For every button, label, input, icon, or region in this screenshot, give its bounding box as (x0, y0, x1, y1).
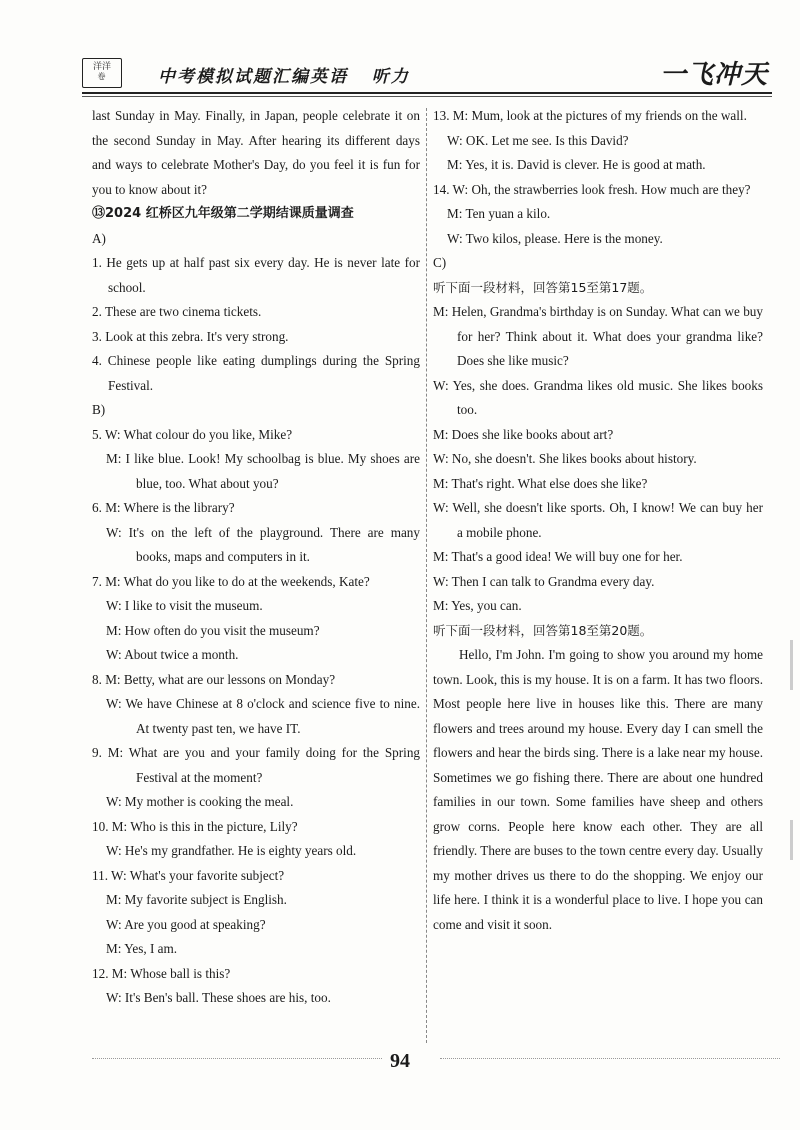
c-line: W: Then I can talk to Grandma every day. (433, 573, 655, 589)
intro-paragraph: last Sunday in May. Finally, in Japan, people celebrate it on the second Sunday in May. After hearing its different days and ways to celebrate Mother's Day, do you feel it is fun for you to know about it? (92, 108, 420, 197)
c-line: M: Does she like books about art? (433, 426, 614, 442)
c-line: M: Helen, Grandma's birthday is on Sunday. What can we buy for her? Think about it. What does your grandma like? Does she like music? (433, 304, 763, 368)
dialog-answer: W: Are you good at speaking? (106, 916, 266, 932)
c-line: M: That's a good idea! We will buy one for her. (433, 549, 683, 564)
dialog-10 (92, 815, 420, 864)
dialog-num: 11. W: (92, 867, 127, 883)
dialog-question: Who is this in the picture, Lily? (130, 818, 298, 834)
dialog-12 (92, 962, 420, 1011)
dialog-9 (92, 741, 420, 815)
dialog-11 (92, 864, 420, 962)
item-1: 1. He gets up at half past six every day. He is never late for school. (92, 255, 420, 295)
dialog-6 (92, 496, 420, 570)
book-title: 中考模拟试题汇编英语 听力 (158, 67, 410, 87)
dialog-question: What colour do you like, Mike? (123, 426, 293, 442)
dialog-answer: W: Two kilos, please. Here is the money. (447, 230, 663, 246)
header-rule-thin (82, 96, 772, 97)
dialog-question: What are you and your family doing for the Spring Festival at the moment? (128, 745, 421, 785)
dialog-num: 12. M: (92, 965, 128, 981)
c-line: W: Well, she doesn't like sports. Oh, I know! We can buy her a mobile phone. (433, 500, 763, 540)
right-column (433, 104, 763, 937)
brand-text: 一飞冲天 (659, 60, 768, 90)
dialog-answer: M: Yes, it is. David is clever. He is good at math. (447, 157, 706, 172)
dialog-num: 8. M: (92, 671, 121, 687)
item-3: 3. Look at this zebra. It's very strong. (92, 328, 289, 344)
column-divider (426, 108, 427, 1043)
part-b-label: B) (92, 402, 106, 417)
dialog-num: 6. M: (92, 500, 121, 515)
brand-logo (660, 54, 768, 91)
dialog-question: Mum, look at the pictures of my friends on the wall. (471, 108, 747, 123)
scan-edge-mark (790, 640, 793, 690)
dialog-question: Betty, what are our lessons on Monday? (123, 671, 336, 687)
dialog-num: 9. M: (92, 745, 124, 760)
c-line: M: Yes, you can. (433, 598, 522, 613)
dialog-answer: W: We have Chinese at 8 o'clock and science five to nine. At twenty past ten, we have IT. (106, 696, 420, 736)
dialog-answer: M: How often do you visit the museum? (106, 622, 320, 638)
dialog-question: What do you like to do at the weekends, Kate? (123, 573, 370, 589)
page-header (82, 52, 772, 92)
dialog-num: 13. M: (433, 108, 469, 123)
dialog-answer: W: I like to visit the museum. (106, 598, 263, 613)
dialog-question: Oh, the strawberries look fresh. How much are they? (471, 181, 751, 197)
dialog-answer: W: My mother is cooking the meal. (106, 794, 294, 809)
part-a-label: A) (92, 230, 106, 246)
dialog-answer: W: OK. Let me see. Is this David? (447, 132, 629, 148)
page-number: 94 (390, 1050, 410, 1072)
dialog-answer: M: Ten yuan a kilo. (447, 206, 551, 221)
dialog-7 (92, 570, 420, 668)
dialog-num: 5. W: (92, 426, 121, 442)
dialog-answer: W: It's on the left of the playground. There are many books, maps and computers in it. (106, 524, 420, 564)
dialog-answer: M: I like blue. Look! My schoolbag is blue. My shoes are blue, too. What about you? (106, 451, 420, 491)
dialog-8 (92, 668, 420, 742)
passage: Hello, I'm John. I'm going to show you around my home town. Look, this is my house. It is on a farm. It has two floors. Most people here live in houses like this. There are many flowers and trees around my house. Every day I can smell the flowers and hear the birds sing. There is a lake near my house. Sometimes we go fishing there. There are about one hundred families in our town. Some families have sheep and others grow corns. People here know each other. They are all friendly. There are buses to the town centre every day. Usually my mother drives us there to do the shopping. We enjoy our life here. I think it is a wonderful place to live. I hope you can come and visit it soon. (433, 647, 763, 932)
dialog-13 (433, 104, 763, 178)
c-line: M: That's right. What else does she like? (433, 475, 648, 491)
c-line: W: Yes, she does. Grandma likes old music. She likes books too. (433, 377, 763, 417)
dialog-answer: W: It's Ben's ball. These shoes are his, too. (106, 990, 331, 1005)
dialog-num: 10. M: (92, 818, 128, 834)
part-c-label: C) (433, 255, 447, 270)
item-2: 2. These are two cinema tickets. (92, 304, 262, 319)
section-title: ⑬2024 红桥区九年级第二学期结课质量调查 (92, 206, 354, 221)
left-column (92, 104, 420, 1011)
book-logo (82, 58, 122, 88)
scan-edge-mark (790, 820, 793, 860)
dialog-answer: W: He's my grandfather. He is eighty years old. (106, 843, 357, 858)
dialog-14 (433, 178, 763, 252)
header-rule (82, 92, 772, 94)
instruction-18-20: 听下面一段材料，回答第18至第20题。 (433, 622, 653, 638)
dialog-question: Where is the library? (123, 500, 235, 515)
dialog-question: Whose ball is this? (130, 965, 231, 981)
dialog-answer: M: My favorite subject is English. (106, 892, 287, 907)
dialog-num: 14. W: (433, 181, 469, 197)
instruction-15-17: 听下面一段材料，回答第15至第17题。 (433, 279, 653, 295)
logo-bottom-text: 卷 (97, 72, 107, 81)
c-line: W: No, she doesn't. She likes books about history. (433, 451, 697, 466)
page-footer (0, 1050, 800, 1073)
logo-top-text: 洋洋 (92, 62, 111, 72)
dialog-5 (92, 423, 420, 497)
item-4: 4. Chinese people like eating dumplings during the Spring Festival. (92, 353, 420, 393)
dialog-question: What's your favorite subject? (129, 867, 285, 883)
dialog-answer: W: About twice a month. (106, 647, 239, 662)
dialog-answer: M: Yes, I am. (106, 941, 178, 956)
dialog-num: 7. M: (92, 573, 121, 589)
